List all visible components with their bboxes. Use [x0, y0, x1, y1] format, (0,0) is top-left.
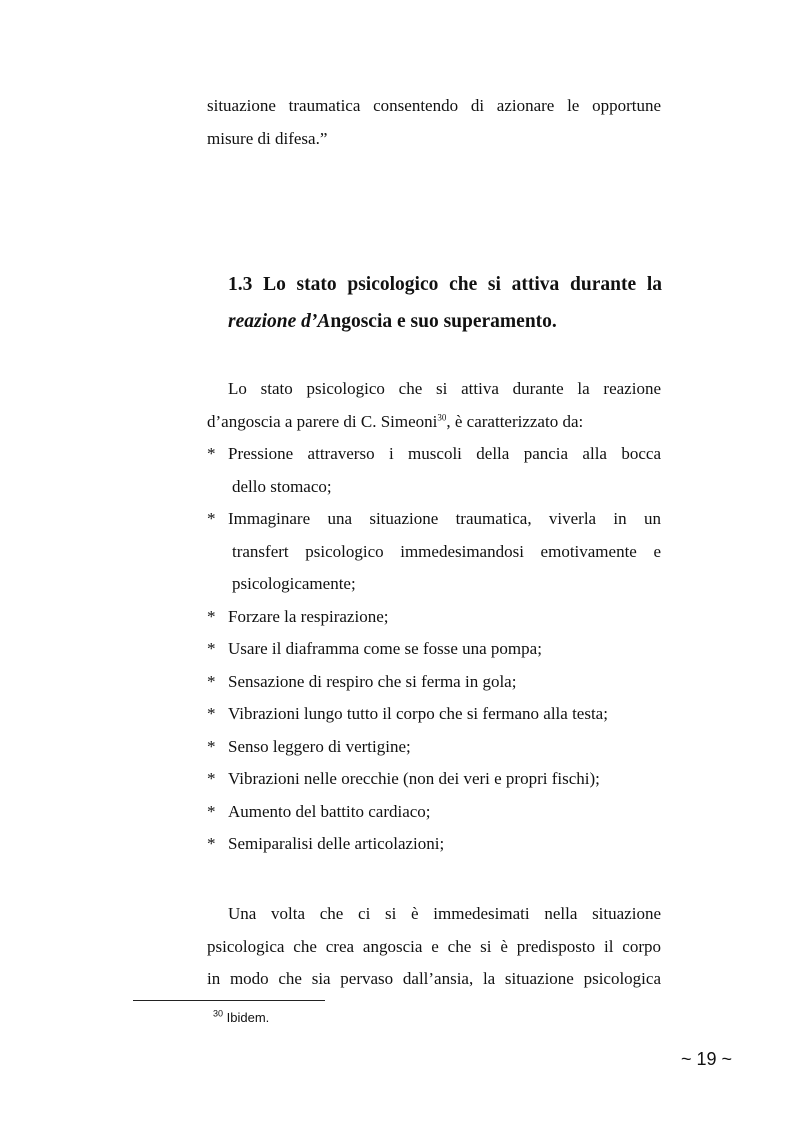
list-item-line: Immaginare una situazione traumatica, viverla in un: [228, 509, 661, 528]
asterisk-bullet-icon: *: [207, 801, 216, 821]
section-heading-rest: ngoscia e suo superamento.: [330, 311, 557, 332]
page-number: ~ 19 ~: [681, 1049, 733, 1069]
intro-quote-line-2: misure di difesa.”: [207, 128, 328, 148]
paragraph-intro-line-1: Lo stato psicologico che si attiva durante la reazione: [228, 379, 661, 398]
asterisk-bullet-icon: *: [207, 444, 216, 463]
list-item-line: Usare il diaframma come se fosse una pompa;: [228, 639, 542, 658]
list-item: [207, 503, 661, 601]
footnote-separator: [133, 1000, 325, 1001]
list-item-line: Forzare la respirazione;: [228, 606, 389, 626]
list-item-line: Semiparalisi delle articolazioni;: [228, 834, 445, 853]
intro-quote: [207, 90, 661, 155]
asterisk-bullet-icon: *: [207, 606, 216, 626]
asterisk-bullet-icon: *: [207, 769, 216, 788]
list-item-line: Pressione attraverso i muscoli della pancia alla bocca: [228, 444, 661, 463]
list-item-line: Sensazione di respiro che si ferma in gola;: [228, 671, 517, 691]
list-item: [207, 633, 661, 666]
list-item-line: Aumento del battito cardiaco;: [228, 801, 431, 821]
paragraph-continuation: [207, 898, 661, 996]
list-item: [207, 731, 661, 764]
paragraph-continuation-line-2: psicologica che crea angoscia e che si è predisposto il corpo: [207, 936, 661, 956]
paragraph-continuation-line-1: Una volta che ci si è immedesimati nella situazione: [228, 904, 661, 923]
list-item: [207, 666, 661, 699]
list-item: [207, 828, 661, 861]
footnote: [213, 1008, 269, 1028]
list-item-line: Vibrazioni lungo tutto il corpo che si fermano alla testa;: [228, 704, 608, 723]
section-heading-italic: reazione d’A: [228, 311, 331, 332]
section-heading-line-2: [228, 303, 662, 340]
paragraph-intro-line-2-after: , è caratterizzato da:: [446, 411, 584, 431]
paragraph-continuation-line-3: in modo che sia pervaso dall’ansia, la situazione psicologica: [207, 969, 661, 988]
list-item: [207, 601, 661, 634]
list-item-line: Vibrazioni nelle orecchie (non dei veri e propri fischi);: [228, 769, 600, 788]
list-item-line: dello stomaco;: [232, 476, 332, 496]
asterisk-bullet-icon: *: [207, 704, 216, 723]
list-item: [207, 796, 661, 829]
asterisk-bullet-icon: *: [207, 671, 216, 691]
section-heading: [228, 266, 662, 340]
asterisk-bullet-icon: *: [207, 834, 216, 853]
asterisk-bullet-icon: *: [207, 509, 216, 528]
asterisk-bullet-icon: *: [207, 736, 216, 756]
section-heading-line-1: 1.3 Lo stato psicologico che si attiva durante la: [228, 274, 662, 295]
list-item: [207, 763, 661, 796]
intro-quote-line-1: situazione traumatica consentendo di azionare le opportune: [207, 96, 661, 115]
list-item: [207, 698, 661, 731]
list-item: [207, 438, 661, 503]
paragraph-intro: [207, 373, 661, 438]
list-item-line: Senso leggero di vertigine;: [228, 736, 411, 756]
footnote-text: Ibidem.: [223, 1010, 270, 1025]
asterisk-bullet-icon: *: [207, 639, 216, 658]
footnote-reference[interactable]: 30: [437, 411, 447, 422]
paragraph-intro-line-2: [207, 406, 661, 439]
list-item-line: transfert psicologico immedesimandosi emotivamente e: [232, 541, 661, 561]
footnote-number: 30: [213, 1008, 224, 1019]
symptom-list: [207, 438, 661, 861]
paragraph-intro-line-2-before: d’angoscia a parere di C. Simeoni: [207, 411, 438, 431]
list-item-line: psicologicamente;: [232, 574, 356, 593]
